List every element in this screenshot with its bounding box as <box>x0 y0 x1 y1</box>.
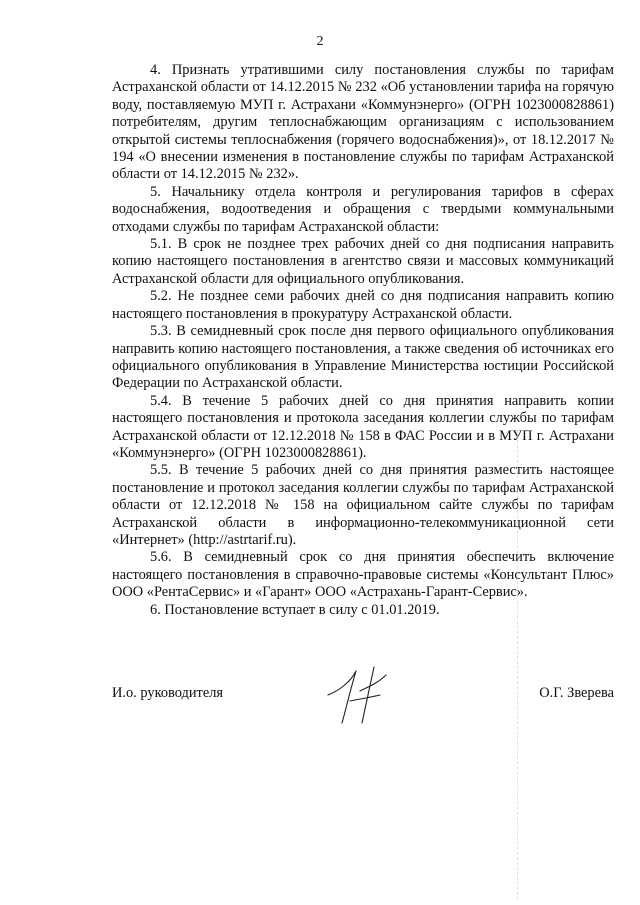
signatory-name: О.Г. Зверева <box>539 685 614 701</box>
handwritten-signature <box>320 661 400 731</box>
signatory-role: И.о. руководителя <box>112 685 224 701</box>
page-number: 2 <box>316 34 324 49</box>
paragraph-4: 4. Признать утратившими силу постановления службы по тарифам Астраханской области от 14.12.2015 № 232 «Об установлении тарифа на горячую воду, поставляемую МУП г. Астрахани «Коммунэнерго» (ОГРН 1023000828861) потребителям, другим теплоснабжающим организациям с использованием открытой системы теплоснабжения (горячего водоснабжения)», от 18.12.2017 № 194 «О внесении изменения в постановление службы по тарифам Астраханской области от 14.12.2015 № 232». <box>112 62 614 183</box>
scan-artifact-line <box>517 430 518 900</box>
paragraph-5-5: 5.5. В течение 5 рабочих дней со дня принятия разместить настоящее постановление и протокол заседания коллегии службы по тарифам Астраханской области от 12.12.2018 № 158 на официальном сайте службы по тарифам Астраханской области в информационно-телекоммуникационной сети «Интернет» (http://astrtarif.ru). <box>112 462 614 548</box>
paragraph-5-4: 5.4. В течение 5 рабочих дней со дня принятия направить копии настоящего постановления и протокола заседания коллегии службы по тарифам Астраханской области от 12.12.2018 № 158 в ФАС России и в МУП г. Астрахани «Коммунэнерго» (ОГРН 1023000828861). <box>112 392 614 461</box>
signature-block <box>112 683 614 743</box>
paragraph-5: 5. Начальнику отдела контроля и регулирования тарифов в сферах водоснабжения, водоотведения и обращения с твердыми коммунальными отходами службы по тарифам Астраханской области: <box>112 183 614 235</box>
paragraph-5-6: 5.6. В семидневный срок со дня принятия обеспечить включение настоящего постановления в справочно-правовые системы «Консультант Плюс» ООО «РентаСервис» и «Гарант» ООО «Астрахань-Гарант-Сервис». <box>112 549 614 601</box>
paragraph-5-3: 5.3. В семидневный срок после дня первого официального опубликования направить копию настоящего постановления, а также сведения об источниках его официального опубликования в Управление Министерства юстиции Российской Федерации по Астраханской области. <box>112 323 614 392</box>
paragraph-5-1: 5.1. В срок не позднее трех рабочих дней со дня подписания направить копию настоящего постановления в агентство связи и массовых коммуникаций Астраханской области для официального опубликования. <box>112 236 614 287</box>
paragraph-5-2: 5.2. Не позднее семи рабочих дней со дня подписания направить копию настоящего постановления в прокуратуру Астраханской области. <box>112 288 614 322</box>
document-body <box>112 62 614 619</box>
paragraph-6: 6. Постановление вступает в силу с 01.01.2019. <box>150 601 440 618</box>
